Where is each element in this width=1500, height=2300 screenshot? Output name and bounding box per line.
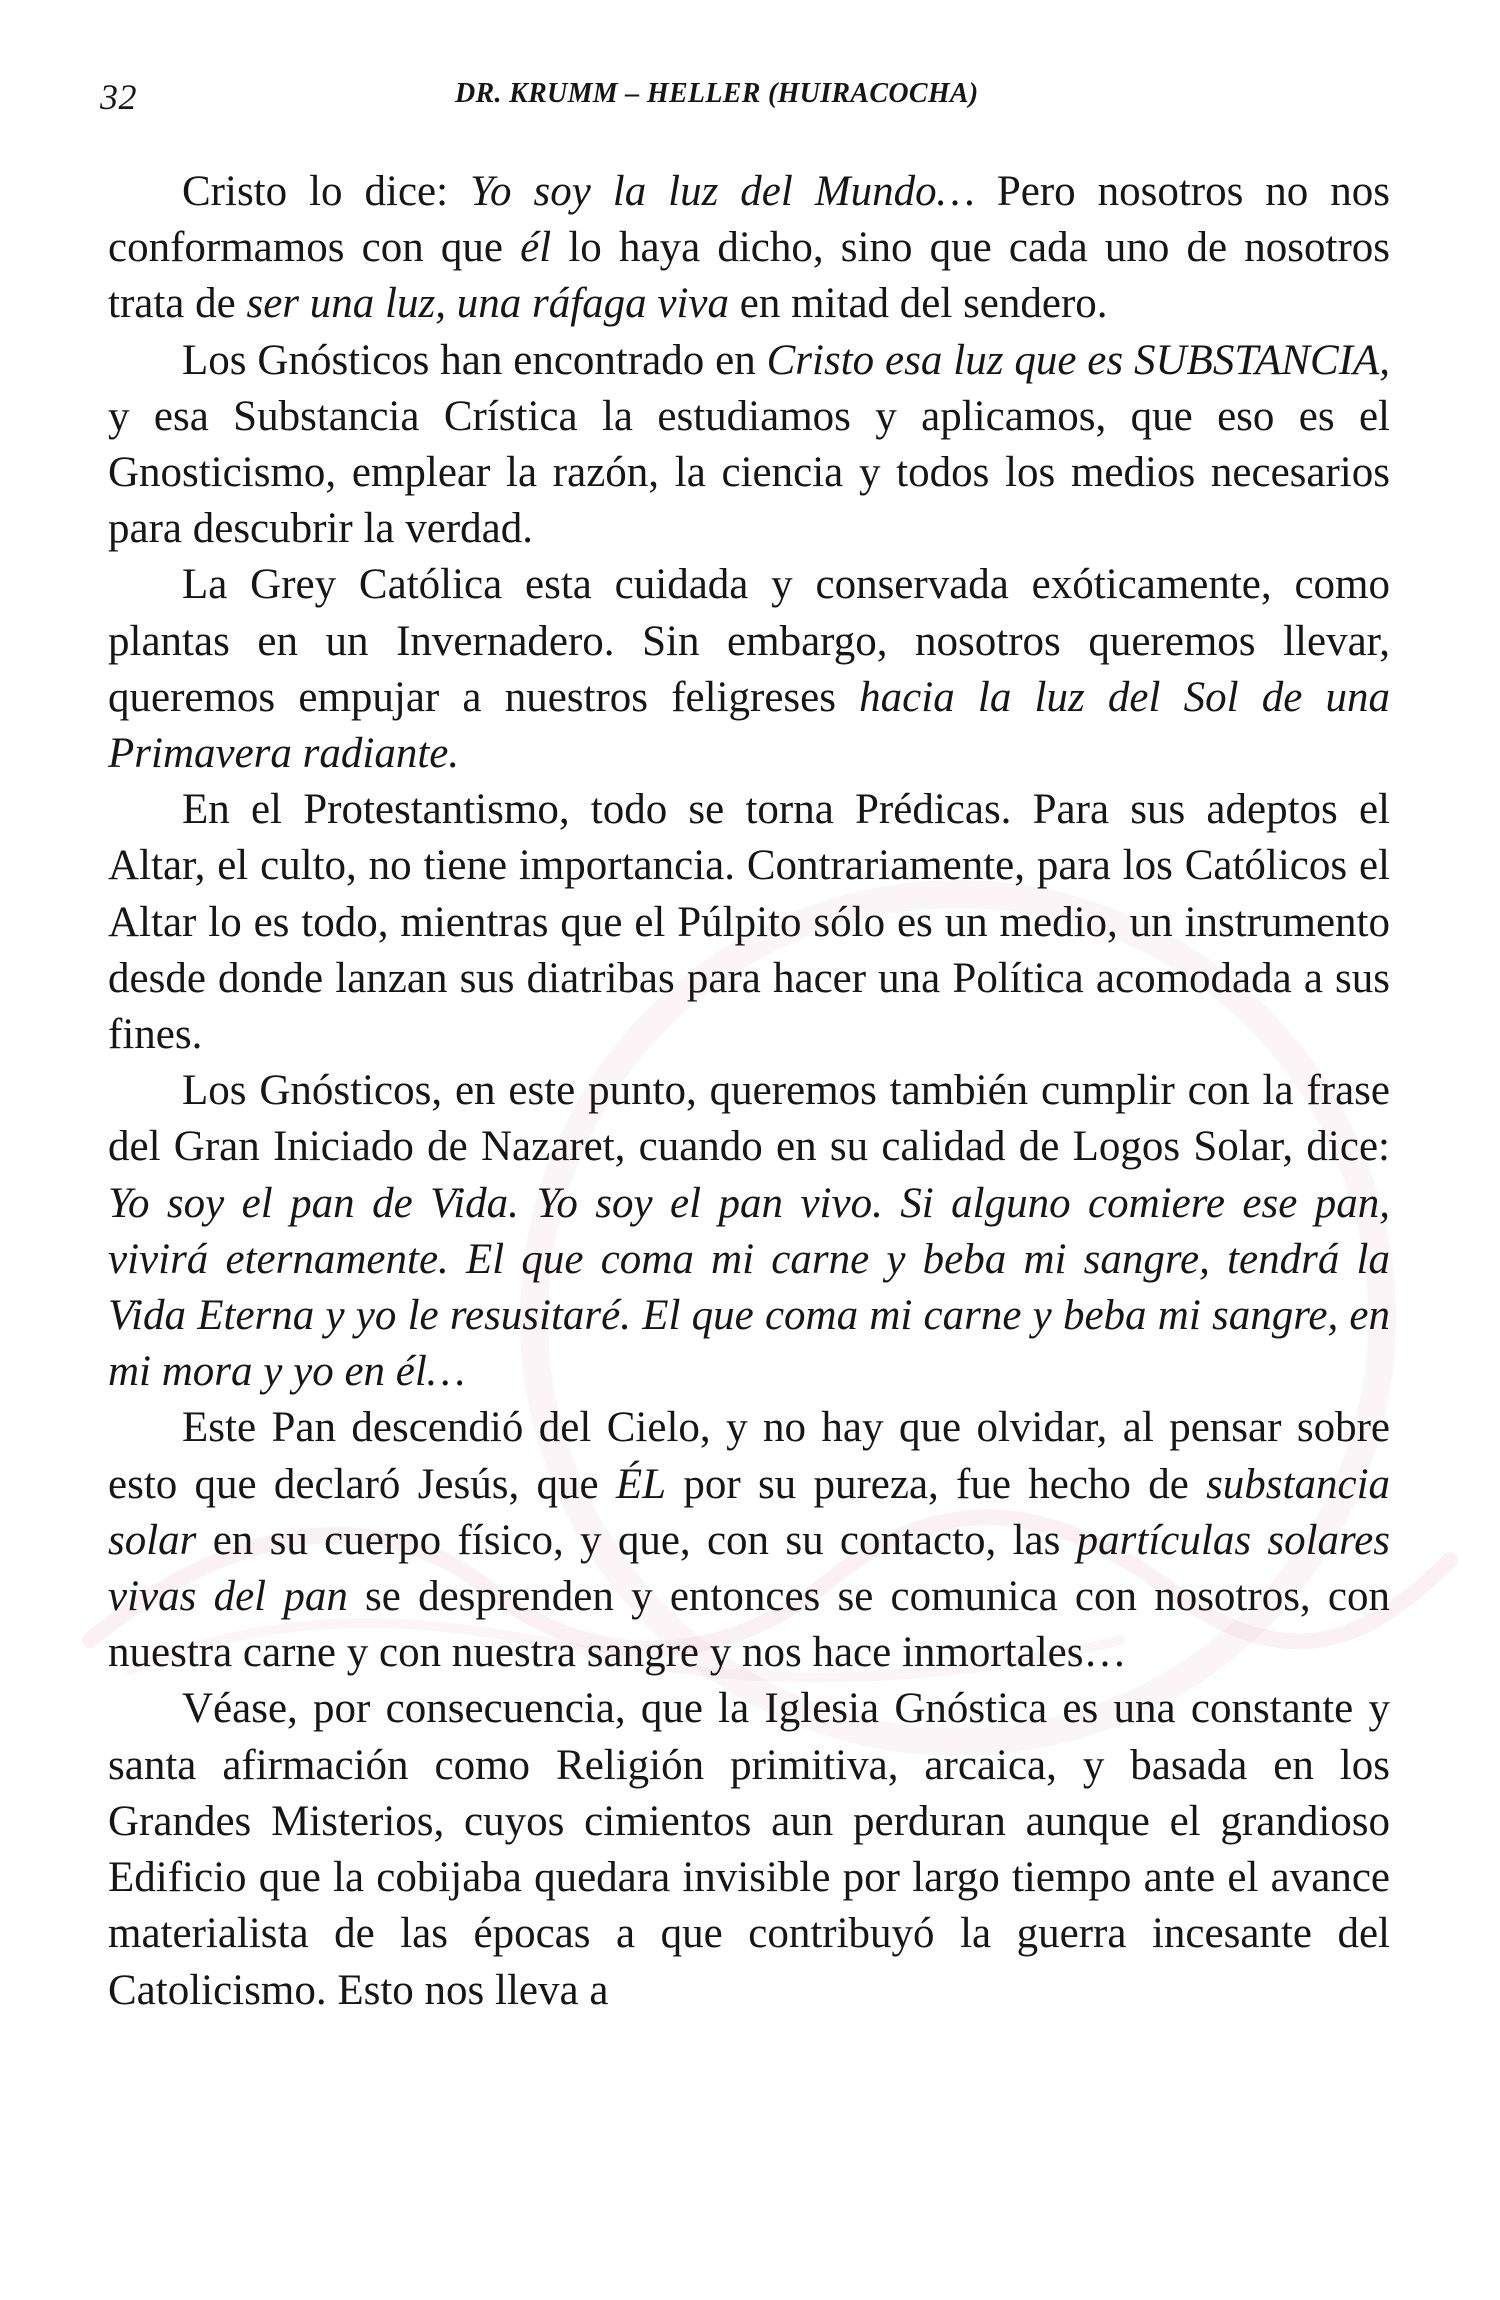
paragraph [108, 333, 1390, 558]
italic-segment: él [520, 224, 552, 272]
italic-segment: hacia la luz del Sol de una Primavera radiante. [108, 673, 1390, 778]
running-head: DR. KRUMM – HELLER (HUIRACOCHA) [455, 78, 979, 109]
paragraph [108, 1400, 1390, 1681]
text-segment: Véase, por consecuencia, que la Iglesia Gnóstica es una constante y santa afirmación como Religión primitiva, arcaica, y basada en los Grandes Misterios, cuyos cimientos aun perduran aunque el grandioso Edificio que la cobijaba quedara invisible por largo tiempo ante el avance materialista de las épocas a que contribuyó la guerra incesante del Catolicismo. Esto nos lleva a [108, 1685, 1390, 2014]
text-segment: y esa Substancia Crística la estudiamos y aplicamos, que eso es el Gnosticismo, emplear la razón, la ciencia y todos los medios necesarios para descubrir la verdad. [108, 392, 1390, 553]
text-segment: Este Pan descendió del Cielo, y no hay que olvidar, al pensar sobre esto que declaró Jesús, que [108, 1404, 1390, 1508]
italic-segment: Yo soy la luz del Mundo… [470, 168, 975, 215]
italic-segment: ser una luz, una ráfaga viva [246, 280, 730, 328]
text-segment: Los Gnósticos han encontrado en [182, 336, 767, 384]
text-segment: Los Gnósticos, en este punto, queremos también cumplir con la frase del Gran Iniciado de Nazaret, cuando en su calidad de Logos Solar, dice: [108, 1067, 1390, 1171]
page-header [0, 70, 1500, 130]
body-text [108, 164, 1390, 2019]
text-segment: lo haya dicho, sino que cada uno de nosotros trata de [108, 224, 1390, 328]
italic-segment: Yo soy el pan de Vida. Yo soy el pan vivo. Si alguno comiere ese pan, vivirá eternamente. El que coma mi carne y beba mi sangre, tendrá la Vida Eterna y yo le resusitaré. El que coma mi carne y beba mi sangre, en mi mora y yo en él… [108, 1179, 1390, 1396]
paragraph [108, 1063, 1390, 1400]
paragraph [108, 782, 1390, 1063]
paragraph [108, 557, 1390, 782]
text-segment: por su pureza, fue hecho de [666, 1460, 1207, 1508]
italic-segment: substancia solar [108, 1460, 1391, 1564]
italic-segment: partículas solares vivas del pan [108, 1516, 1390, 1621]
italic-segment: ÉL [615, 1460, 667, 1508]
italic-segment: Cristo esa luz que es SUBSTANCIA, [766, 336, 1390, 384]
text-segment: en su cuerpo físico, y que, con su contacto, las [196, 1516, 1077, 1564]
text-segment: Cristo lo dice: [182, 168, 471, 215]
text-segment: en mitad del sendero. [729, 280, 1108, 328]
page-number: 32 [100, 77, 137, 117]
text-segment: Pero nosotros no nos conformamos con que [108, 168, 1391, 272]
text-segment: En el Protestantismo, todo se torna Prédicas. Para sus adeptos el Altar, el culto, no tiene importancia. Contrariamente, para los Católicos el Altar lo es todo, mientras que el Púlpito sólo es un medio, un instrumento desde donde lanzan sus diatribas para hacer una Política acomodada a sus fines. [108, 786, 1390, 1059]
text-segment: se desprenden y entonces se comunica con nosotros, con nuestra carne y con nuestra sangre y nos hace inmortales… [108, 1573, 1390, 1677]
text-segment: La Grey Católica esta cuidada y conservada exóticamente, como plantas en un Invernadero. Sin embargo, nosotros queremos llevar, queremos empujar a nuestros feligreses [108, 561, 1390, 721]
paragraph [108, 1681, 1390, 2018]
paragraph [108, 164, 1390, 333]
